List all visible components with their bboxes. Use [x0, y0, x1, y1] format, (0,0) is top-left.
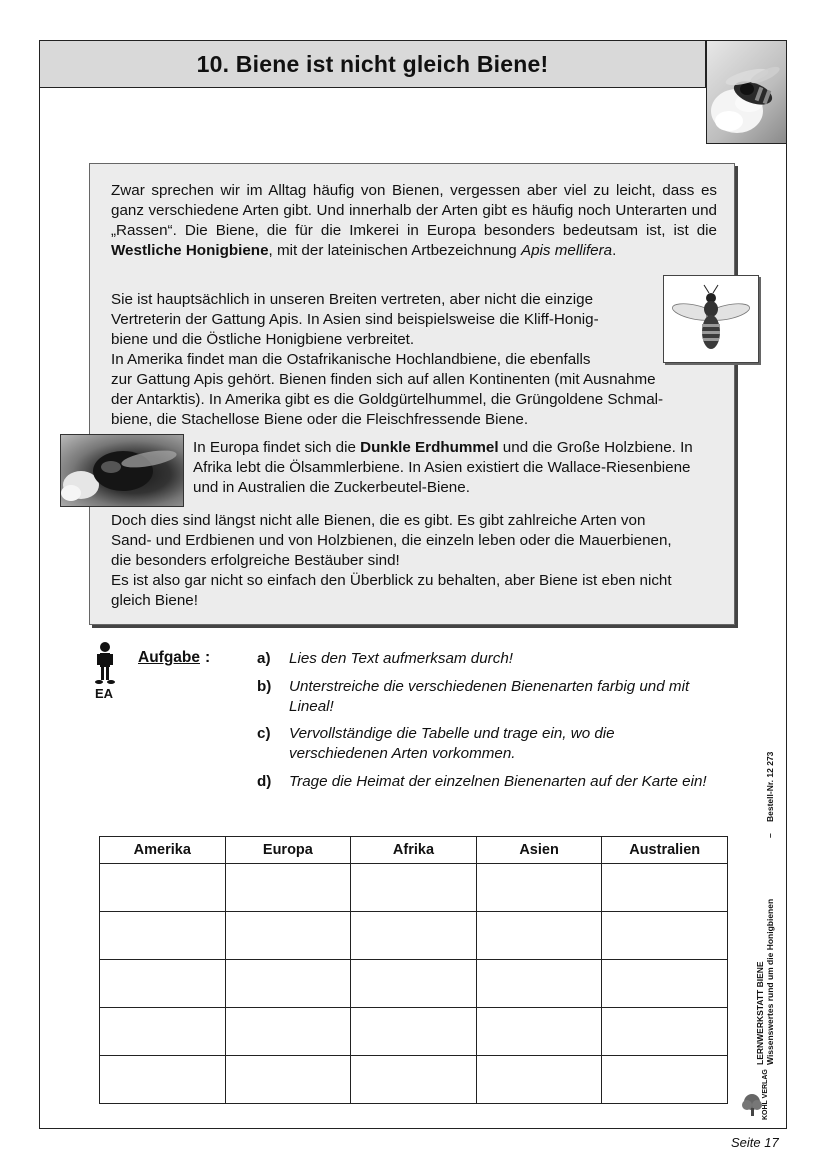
task-item-label: a): [257, 650, 271, 667]
closing-line: Doch dies sind längst nicht alle Bienen, die es gibt. Es gibt zahlreiche Arten von: [111, 512, 646, 529]
table-cell[interactable]: [476, 1008, 602, 1056]
table-cell[interactable]: [100, 1056, 226, 1104]
task-item-label: c): [257, 725, 271, 742]
person-icon: [93, 640, 117, 686]
table-cell[interactable]: [351, 912, 477, 960]
order-number: Bestell-Nr. 12 273: [765, 751, 775, 822]
task-item-text: Lies den Text aufmerksam durch!: [289, 650, 513, 667]
western-honeybee-term: Westliche Honigbiene: [111, 242, 269, 259]
distribution-paragraph: [111, 290, 717, 430]
intro-text-2: , mit der lateinischen Artbezeichnung: [268, 242, 521, 259]
title-bar: [39, 40, 706, 88]
task-item-text: Trage die Heimat der einzelnen Bienenarten auf der Karte ein!: [289, 773, 707, 790]
series-title: LERNWERKSTATT BIENE: [755, 961, 765, 1065]
table-cell[interactable]: [351, 864, 477, 912]
table-row: [100, 1008, 728, 1056]
distribution-line: der Antarktis). In Amerika gibt es die Goldgürtelhummel, die Grüngoldene Schmal-: [111, 391, 664, 408]
bee-photo-illustration: [707, 41, 787, 144]
table-cell[interactable]: [100, 864, 226, 912]
column-header-afrika: Afrika: [351, 837, 477, 864]
table-cell[interactable]: [351, 960, 477, 1008]
task-item-label: b): [257, 678, 272, 695]
latin-name: Apis mellifera: [520, 242, 613, 259]
table-cell[interactable]: [100, 1008, 226, 1056]
series-subtitle: Wissenswertes rund um die Honigbienen: [765, 898, 775, 1065]
closing-paragraph: [111, 511, 717, 611]
table-cell[interactable]: [602, 864, 728, 912]
bumblebee-paragraph: [193, 438, 717, 498]
honeybee-image: [663, 275, 759, 363]
table-cell[interactable]: [476, 864, 602, 912]
table-row: [100, 1056, 728, 1104]
publisher-name: KOHL VERLAG: [762, 1069, 769, 1120]
table-cell[interactable]: [100, 912, 226, 960]
table-cell[interactable]: [351, 1056, 477, 1104]
table-cell[interactable]: [225, 912, 351, 960]
task-item-text: Vervollständige die Tabelle und trage ein, wo die verschiedenen Arten vorkommen.: [289, 725, 615, 762]
intro-paragraph: [111, 181, 717, 261]
bumblebee-text-1: In Europa findet sich die: [193, 439, 361, 456]
column-header-asien: Asien: [476, 837, 602, 864]
imprint-separator: –: [765, 833, 775, 838]
table-cell[interactable]: [225, 864, 351, 912]
distribution-line: zur Gattung Apis gehört. Bienen finden sich auf allen Kontinenten (mit Ausnahme: [111, 371, 656, 388]
table-row: [100, 864, 728, 912]
closing-line: gleich Biene!: [111, 592, 198, 609]
closing-line: die besonders erfolgreiche Bestäuber sind!: [111, 552, 400, 569]
table-cell[interactable]: [351, 1008, 477, 1056]
table-cell[interactable]: [225, 1056, 351, 1104]
honeybee-icon: [664, 276, 758, 362]
bumblebee-photo: [60, 434, 184, 507]
table-cell[interactable]: [602, 1008, 728, 1056]
table-cell[interactable]: [602, 1056, 728, 1104]
side-imprint: [752, 740, 782, 1130]
publisher-tree-logo: [741, 1090, 767, 1118]
table-row: [100, 960, 728, 1008]
table-cell[interactable]: [476, 912, 602, 960]
distribution-line: In Amerika findet man die Ostafrikanische Hochlandbiene, die ebenfalls: [111, 351, 591, 368]
distribution-line: biene und die Östliche Honigbiene verbreitet.: [111, 331, 415, 348]
table-cell[interactable]: [602, 960, 728, 1008]
distribution-line: biene, die Stachellose Biene oder die Fleischfressende Biene.: [111, 411, 529, 428]
table-row: [100, 912, 728, 960]
table-header-row: [100, 837, 728, 864]
distribution-line: Vertreterin der Gattung Apis. In Asien sind beispielsweise die Kliff-Honig-: [111, 311, 599, 328]
task-heading: Aufgabe: [138, 649, 200, 666]
dark-bumblebee-term: Dunkle Erdhummel: [360, 439, 499, 456]
page-number: Seite 17: [731, 1135, 779, 1150]
closing-line: Es ist also gar nicht so einfach den Überblick zu behalten, aber Biene ist eben nicht: [111, 572, 672, 589]
table-cell[interactable]: [225, 1008, 351, 1056]
distribution-line: Sie ist hauptsächlich in unseren Breiten vertreten, aber nicht die einzige: [111, 291, 594, 308]
table-cell[interactable]: [100, 960, 226, 1008]
intro-text-3: .: [612, 242, 617, 259]
column-header-europa: Europa: [225, 837, 351, 864]
bumblebee-illustration: [61, 435, 183, 506]
table-cell[interactable]: [476, 960, 602, 1008]
column-header-australien: Australien: [602, 837, 728, 864]
single-work-icon: [93, 640, 117, 686]
task-item-label: d): [257, 773, 272, 790]
table-cell[interactable]: [476, 1056, 602, 1104]
table-cell[interactable]: [225, 960, 351, 1008]
intro-text-1: Zwar sprechen wir im Alltag häufig von Bienen, vergessen aber viel zu leicht, dass es ganz verschiedene Arten gibt. Und innerhalb der Arten gibt es häufig noch Unterarten und „Rassen“. Die Biene, die für die Imkerei in Europa besonders bedeutsam ist, ist die: [111, 182, 717, 239]
task-item-text: Unterstreiche die verschiedenen Bienenarten farbig und mit Lineal!: [289, 678, 690, 715]
closing-line: Sand- und Erdbienen und von Holzbienen, die einzeln leben oder die Mauerbienen,: [111, 532, 672, 549]
bumblebee-text-2: und die Große Holzbiene. In Afrika lebt die Ölsammlerbiene. In Asien existiert die Wallace-Riesenbiene und in Australien die Zuckerbeutel-Biene.: [193, 439, 693, 496]
work-mode-label: EA: [95, 686, 114, 701]
bee-flower-photo: [706, 40, 787, 144]
column-header-amerika: Amerika: [100, 837, 226, 864]
page-title: 10. Biene ist nicht gleich Biene!: [196, 50, 549, 77]
continent-table: [99, 836, 728, 1104]
table-cell[interactable]: [602, 912, 728, 960]
task-heading-colon: :: [205, 649, 211, 666]
